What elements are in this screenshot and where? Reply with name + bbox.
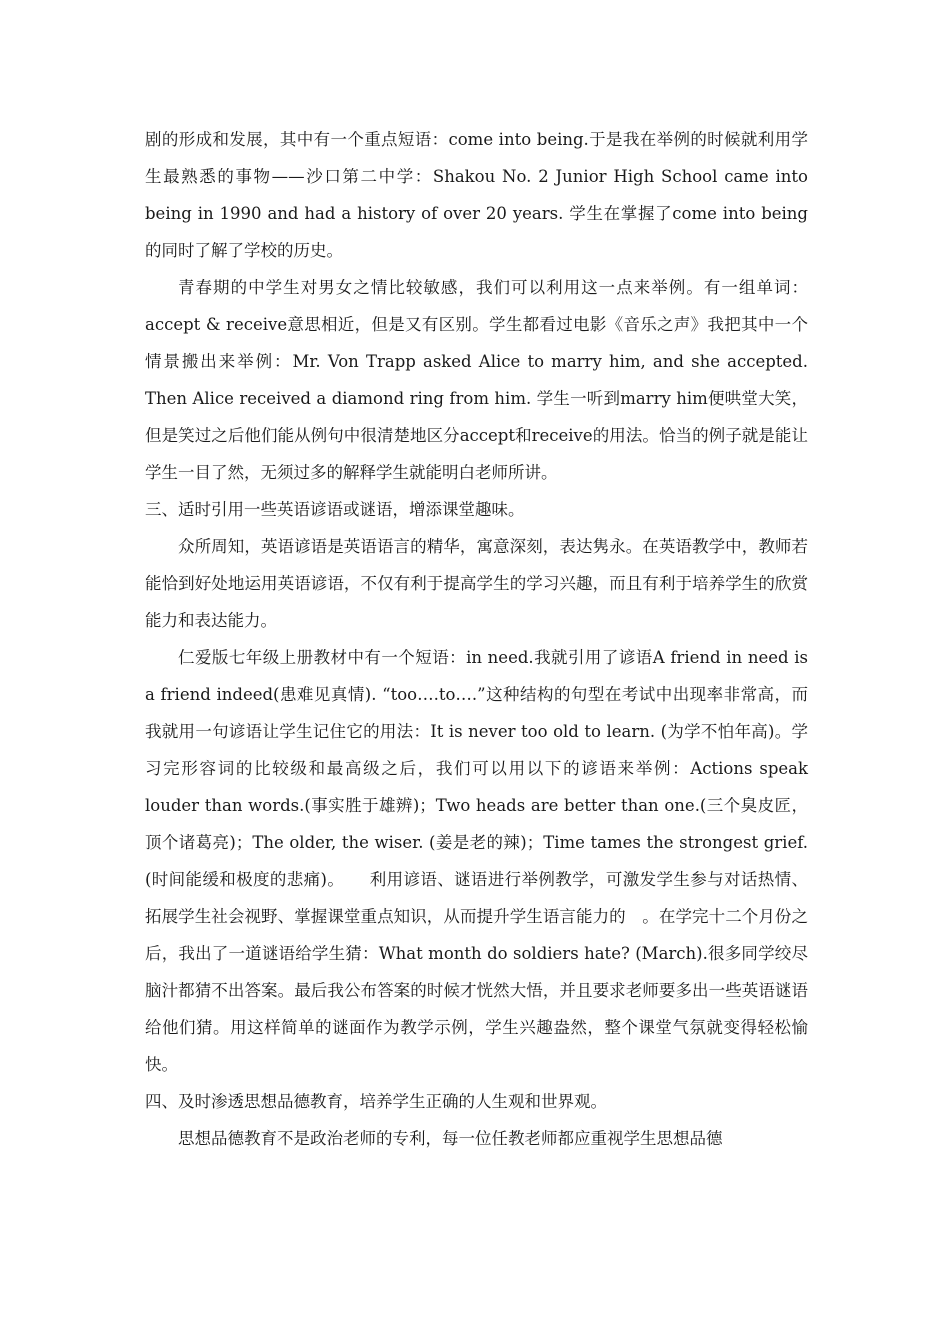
section-heading-3: 三、适时引用一些英语谚语或谜语，增添课堂趣味。 — [145, 500, 525, 519]
paragraph-moral-education: 思想品德教育不是政治老师的专利，每一位任教老师都应重视学生思想品德 — [178, 1129, 723, 1148]
section-heading-4: 四、及时渗透思想品德教育，培养学生正确的人生观和世界观。 — [145, 1092, 607, 1111]
paragraph-continuation: 剧的形成和发展，其中有一个重点短语：come into being.于是我在举例的时候就利用学生最熟悉的事物——沙口第二中学：Shakou No. 2 Junior High School came into being in 1990 and had a history of over 20 years. 学生在掌握了come into being 的同时了解了学校的历史。 — [145, 130, 808, 260]
paragraph-puberty-example: 青春期的中学生对男女之情比较敏感，我们可以利用这一点来举例。有一组单词：accept & receive意思相近，但是又有区别。学生都看过电影《音乐之声》我把其中一个情景搬出来举例：Mr. Von Trapp asked Alice to marry him, and she accepted. Then Alice received a diamond ring from him. 学生一听到marry him便哄堂大笑，但是笑过之后他们能从例句中很清楚地区分accept和receive的用法。恰当的例子就是能让学生一目了然，无须过多的解释学生就能明白老师所讲。 — [145, 278, 808, 482]
paragraph-proverbs-intro: 众所周知，英语谚语是英语语言的精华，寓意深刻，表达隽永。在英语教学中，教师若能恰到好处地运用英语谚语，不仅有利于提高学生的学习兴趣，而且有利于培养学生的欣赏能力和表达能力。 — [145, 537, 808, 630]
paragraph-proverbs-examples: 仁爱版七年级上册教材中有一个短语：in need.我就引用了谚语A friend in need is a friend indeed(患难见真情). “too….to….”这种结构的句型在考试中出现率非常高，而我就用一句谚语让学生记住它的用法：It is never too old to learn. (为学不怕年高)。学习完形容词的比较级和最高级之后，我们可以用以下的谚语来举例：Actions speak louder than words.(事实胜于雄辨)；Two heads are better than one.(三个臭皮匠，顶个诸葛亮)；The older, the wiser. (姜是老的辣)；Time tames the strongest grief.(时间能缓和极度的悲痛)。 利用谚语、谜语进行举例教学，可激发学生参与对话热情、拓展学生社会视野、掌握课堂重点知识，从而提升学生语言能力的 。在学完十二个月份之后，我出了一道谜语给学生猜：What month do soldiers hate? (March).很多同学绞尽脑汁都猜不出答案。最后我公布答案的时候才恍然大悟，并且要求老师要多出一些英语谜语给他们猜。用这样简单的谜面作为教学示例，学生兴趣盎然，整个课堂气氛就变得轻松愉快。 — [145, 648, 808, 1074]
document-body — [145, 121, 808, 1157]
